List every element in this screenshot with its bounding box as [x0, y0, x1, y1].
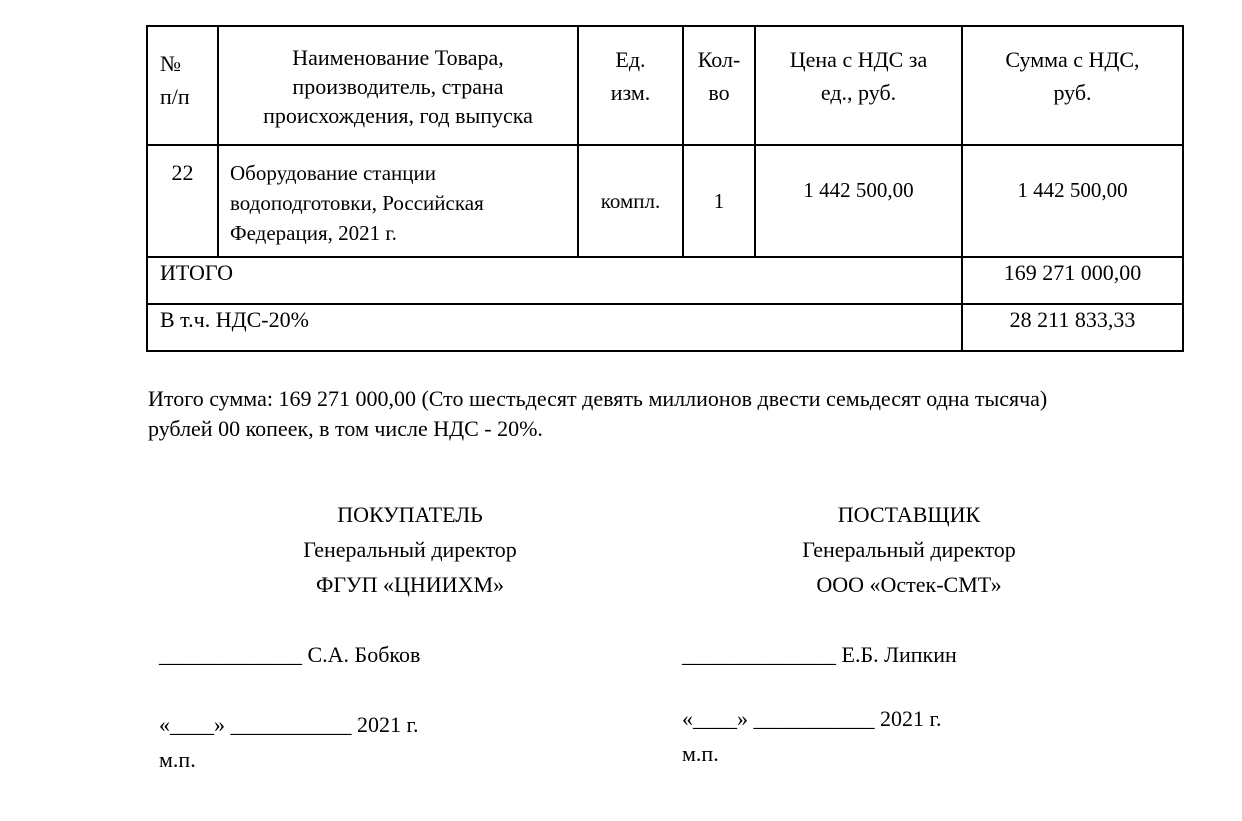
total-summary	[148, 384, 1188, 444]
header-total-sum	[962, 26, 1183, 145]
header-sum-line: Сумма с НДС,	[1005, 47, 1140, 72]
vat-row	[147, 304, 1183, 351]
item-name-line: Федерация, 2021 г.	[230, 221, 397, 245]
vat-label: В т.ч. НДС-20%	[147, 304, 962, 351]
supplier-role: ПОСТАВЩИК	[837, 502, 981, 527]
item-unit: компл.	[578, 145, 683, 257]
header-number-line: п/п	[160, 84, 190, 109]
item-name-line: водоподготовки, Российская	[230, 191, 484, 215]
item-quantity: 1	[683, 145, 755, 257]
header-qty-line: Кол-	[697, 47, 741, 72]
item-number: 22	[147, 145, 218, 257]
header-qty-line: во	[708, 80, 730, 105]
header-product-name	[218, 26, 578, 145]
total-row	[147, 257, 1183, 304]
buyer-role: ПОКУПАТЕЛЬ	[337, 502, 483, 527]
header-name-line: Наименование Товара,	[292, 45, 504, 70]
header-name-line: происхождения, год выпуска	[263, 103, 533, 128]
buyer-position: Генеральный директор	[303, 537, 517, 562]
buyer-org: ФГУП «ЦНИИХМ»	[315, 572, 505, 597]
total-label: ИТОГО	[147, 257, 962, 304]
supplier-date-line: «____» ___________ 2021 г.	[682, 706, 942, 731]
item-sum: 1 442 500,00	[962, 145, 1183, 257]
header-number-line: №	[160, 51, 181, 76]
header-sum-line: руб.	[1053, 80, 1092, 105]
table-header-row	[147, 26, 1183, 145]
header-unit-line: Ед.	[615, 47, 646, 72]
header-number	[147, 26, 218, 145]
summary-line: Итого сумма: 169 271 000,00 (Сто шестьдесят девять миллионов двести семьдесят одна тысяча)	[148, 386, 1048, 411]
header-name-line: производитель, страна	[292, 74, 504, 99]
supplier-signature-line: ______________ Е.Б. Липкин	[682, 642, 957, 667]
header-unit-line: изм.	[610, 80, 651, 105]
buyer-stamp-place: м.п.	[159, 747, 196, 772]
item-unit-price: 1 442 500,00	[755, 145, 962, 257]
total-value: 169 271 000,00	[962, 257, 1183, 304]
supplier-block	[699, 497, 1119, 602]
header-unit-price	[755, 26, 962, 145]
table-row	[147, 145, 1183, 257]
supplier-org: ООО «Остек-СМТ»	[816, 572, 1002, 597]
summary-line: рублей 00 копеек, в том числе НДС - 20%.	[148, 416, 543, 441]
header-quantity	[683, 26, 755, 145]
supplier-position: Генеральный директор	[802, 537, 1016, 562]
buyer-block	[200, 497, 620, 602]
specification-table	[146, 25, 1184, 352]
supplier-stamp-place: м.п.	[682, 741, 719, 766]
vat-value: 28 211 833,33	[962, 304, 1183, 351]
buyer-signature-line: _____________ С.А. Бобков	[159, 642, 421, 667]
buyer-date-line: «____» ___________ 2021 г.	[159, 712, 419, 737]
header-unit	[578, 26, 683, 145]
header-price-line: ед., руб.	[820, 80, 897, 105]
item-name-line: Оборудование станции	[230, 161, 436, 185]
item-name	[218, 145, 578, 257]
header-price-line: Цена с НДС за	[789, 47, 928, 72]
